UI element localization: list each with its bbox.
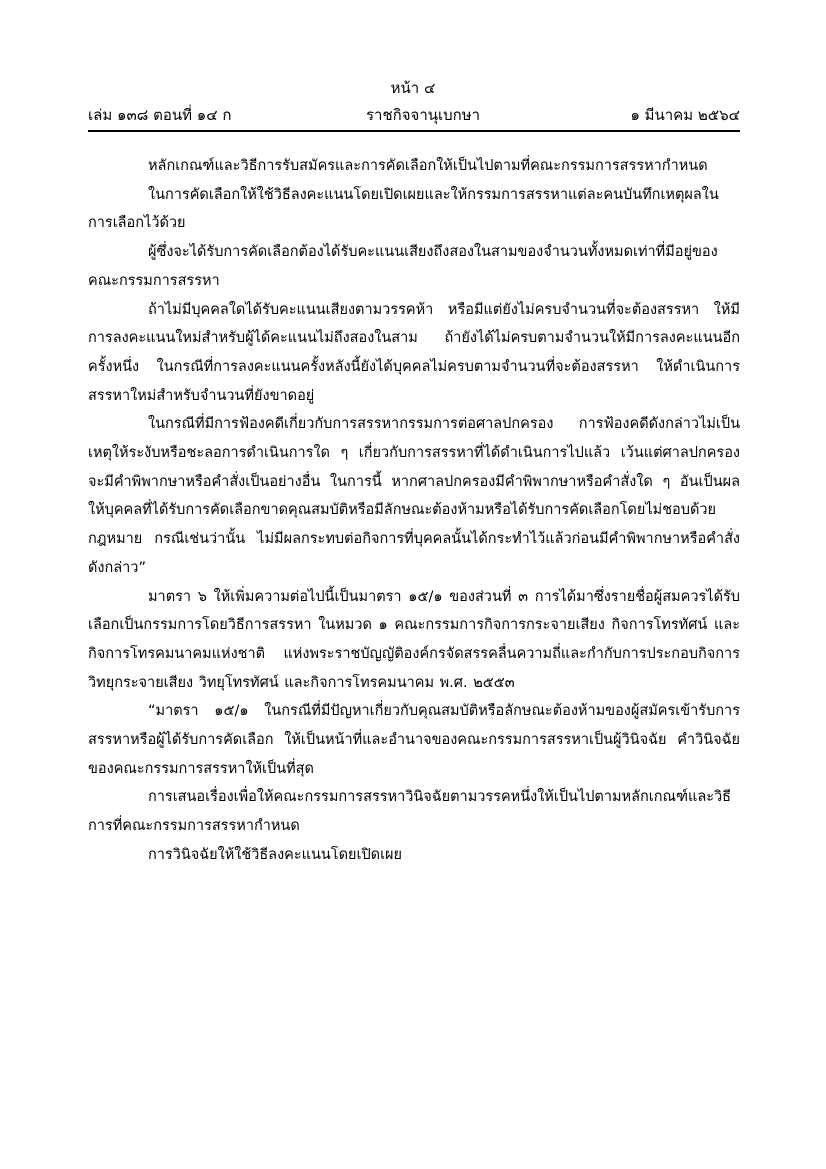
- gazette-header: [88, 104, 740, 126]
- paragraph-open-voting: ในการคัดเลือกให้ใช้วิธีลงคะแนนโดยเปิดเผยและให้กรรมการสรรหาแต่ละคนบันทึกเหตุผลในการเลือกไว้ด้วย: [88, 186, 719, 232]
- paragraph-selection-criteria: หลักเกณฑ์และวิธีการรับสมัครและการคัดเลือกให้เป็นไปตามที่คณะกรรมการสรรหากำหนด: [148, 158, 708, 174]
- volume-issue: เล่ม ๑๓๘ ตอนที่ ๑๔ ก: [88, 106, 232, 124]
- paragraph-two-thirds-vote: ผู้ซึ่งจะได้รับการคัดเลือกต้องได้รับคะแนนเสียงถึงสองในสามของจำนวนทั้งหมดเท่าที่มีอยู่ของคณะกรรมการสรรหา: [88, 244, 718, 289]
- paragraph-section-6: มาตรา ๖ ให้เพิ่มความต่อไปนี้เป็นมาตรา ๑๕/๑ ของส่วนที่ ๓ การได้มาซึ่งรายชื่อผู้สมควรได้รับเลือกเป็นกรรมการโดยวิธีการสรรหา ในหมวด ๑ คณะกรรมการกิจการกระจายเสียง กิจการโทรทัศน์ และกิจการโทรคมนาคมแห่งชาติ แห่งพระราชบัญญัติองค์กรจัดสรรคลื่นความถี่และกำกับการประกอบกิจการวิทยุกระจายเสียง วิทยุโทรทัศน์ และกิจการโทรคมนาคม พ.ศ. ๒๕๕๓: [88, 588, 740, 691]
- publication-date: ๑ มีนาคม ๒๕๖๔: [630, 106, 740, 124]
- paragraph-administrative-court: ในกรณีที่มีการฟ้องคดีเกี่ยวกับการสรรหากรรมการต่อศาลปกครอง การฟ้องคดีดังกล่าวไม่เป็นเหตุให้ระงับหรือชะลอการดำเนินการใด ๆ เกี่ยวกับการสรรหาที่ได้ดำเนินการไปแล้ว เว้นแต่ศาลปกครองจะมีคำพิพากษาหรือคำสั่งเป็นอย่างอื่น ในการนี้ หากศาลปกครองมีคำพิพากษาหรือคำสั่งใด ๆ อันเป็นผลให้บุคคลที่ได้รับการคัดเลือกขาดคุณสมบัติหรือมีลักษณะต้องห้ามหรือได้รับการคัดเลือกโดยไม่ชอบด้วยกฎหมาย กรณีเช่นว่านั้น ไม่มีผลกระทบต่อกิจการที่บุคคลนั้นได้กระทำไว้แล้วก่อนมีคำพิพากษาหรือคำสั่งดังกล่าว”: [88, 416, 740, 576]
- gazette-title: ราชกิจจานุเบกษา: [366, 106, 481, 124]
- paragraph-open-decision: การวินิจฉัยให้ใช้วิธีลงคะแนนโดยเปิดเผย: [148, 846, 403, 863]
- paragraph-section-15-1: “มาตรา ๑๕/๑ ในกรณีที่มีปัญหาเกี่ยวกับคุณสมบัติหรือลักษณะต้องห้ามของผู้สมัครเข้ารับการสรรหาหรือผู้ได้รับการคัดเลือก ให้เป็นหน้าที่และอำนาจของคณะกรรมการสรรหาเป็นผู้วินิจฉัย คำวินิจฉัยของคณะกรรมการสรรหาให้เป็นที่สุด: [88, 703, 740, 777]
- header-divider: [88, 130, 740, 132]
- page-number: หน้า ๔: [390, 79, 436, 97]
- body-text: [88, 152, 740, 870]
- paragraph-submission: การเสนอเรื่องเพื่อให้คณะกรรมการสรรหาวินิจฉัยตามวรรคหนึ่งให้เป็นไปตามหลักเกณฑ์และวิธีการที่คณะกรรมการสรรหากำหนด: [88, 789, 732, 835]
- paragraph-revote: ถ้าไม่มีบุคคลใดได้รับคะแนนเสียงตามวรรคห้า หรือมีแต่ยังไม่ครบจำนวนที่จะต้องสรรหา ให้มีการลงคะแนนใหม่สำหรับผู้ได้คะแนนไม่ถึงสองในสาม ถ้ายังได้ไม่ครบตามจำนวนให้มีการลงคะแนนอีกครั้งหนึ่ง ในกรณีที่การลงคะแนนครั้งหลังนี้ยังได้บุคคลไม่ครบตามจำนวนที่จะต้องสรรหา ให้ดำเนินการสรรหาใหม่สำหรับจำนวนที่ยังขาดอยู่: [88, 301, 740, 404]
